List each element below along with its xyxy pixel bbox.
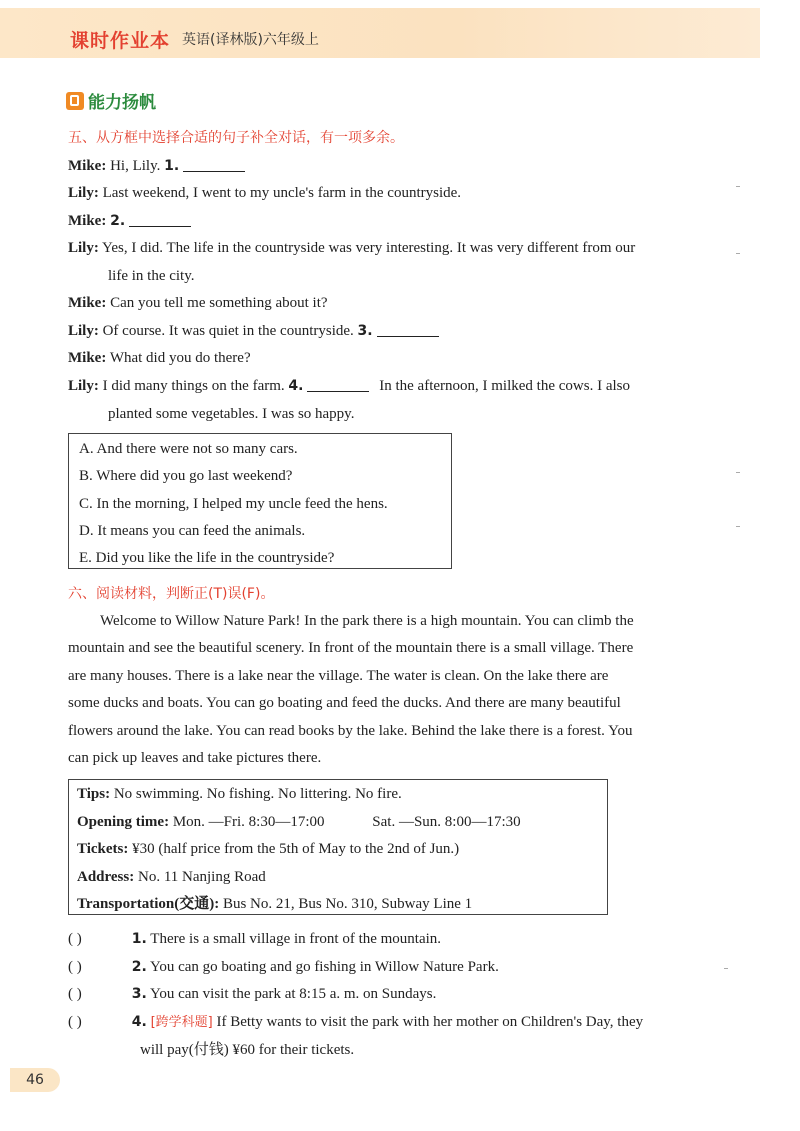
item-number: 3. bbox=[131, 986, 147, 1002]
opening-weekend: Sat. —Sun. 8:00—17:30 bbox=[372, 814, 521, 830]
address-text: No. 11 Nanjing Road bbox=[137, 869, 266, 885]
tf-item bbox=[68, 957, 499, 977]
answer-paren[interactable]: ( ) bbox=[68, 931, 82, 947]
answer-blank[interactable] bbox=[377, 322, 439, 337]
book-title: 课时作业本 bbox=[70, 30, 171, 52]
dialogue-text: Can you tell me something about it? bbox=[110, 295, 328, 311]
q6-instruction: 六、阅读材料，判断正(T)误(F)。 bbox=[68, 586, 275, 602]
passage-line: mountain and see the beautiful scenery. In front of the mountain there is a small village. There bbox=[68, 640, 634, 656]
speaker: Mike: bbox=[68, 213, 107, 229]
speaker: Mike: bbox=[68, 350, 107, 366]
opening-label: Opening time: bbox=[77, 814, 170, 830]
speaker: Lily: bbox=[68, 185, 99, 201]
options-box bbox=[68, 433, 452, 569]
header-bar bbox=[0, 8, 760, 58]
item-number: 4. bbox=[131, 1014, 147, 1030]
dialogue-text: In the afternoon, I milked the cows. I also bbox=[379, 378, 630, 394]
option-item: E. Did you like the life in the countryside? bbox=[79, 550, 335, 566]
opening-row bbox=[77, 812, 521, 832]
scan-mark bbox=[724, 968, 728, 969]
blank-number: 3. bbox=[357, 323, 373, 339]
park-info-box bbox=[68, 779, 608, 915]
passage-line: are many houses. There is a lake near the village. The water is clean. On the lake there are bbox=[68, 668, 609, 684]
scan-mark bbox=[736, 186, 740, 187]
tickets-row bbox=[77, 839, 459, 859]
blank-number: 2. bbox=[110, 213, 126, 229]
answer-paren[interactable]: ( ) bbox=[68, 1014, 82, 1030]
speaker: Lily: bbox=[68, 240, 99, 256]
dialogue-text: Hi, Lily. bbox=[110, 158, 161, 174]
dialogue-text: Of course. It was quiet in the countryside. bbox=[102, 323, 354, 339]
dialogue-text: planted some vegetables. I was so happy. bbox=[108, 406, 355, 422]
dialogue-line bbox=[68, 376, 630, 396]
opening-weekday: Mon. —Fri. 8:30—17:00 bbox=[172, 814, 325, 830]
answer-paren[interactable]: ( ) bbox=[68, 959, 82, 975]
tickets-text: ¥30 (half price from the 5th of May to the 2nd of Jun.) bbox=[132, 841, 460, 857]
passage-line: some ducks and boats. You can go boating and feed the ducks. And there are many beautiful bbox=[68, 695, 621, 711]
item-text: If Betty wants to visit the park with her mother on Children's Day, they bbox=[216, 1014, 644, 1030]
dialogue-line bbox=[68, 211, 191, 231]
transport-text: Bus No. 21, Bus No. 310, Subway Line 1 bbox=[222, 896, 473, 912]
option-item: A. And there were not so many cars. bbox=[79, 441, 298, 457]
item-number: 2. bbox=[131, 959, 147, 975]
passage-line: flowers around the lake. You can read books by the lake. Behind the lake there is a forest. You bbox=[68, 723, 633, 739]
transport-row bbox=[77, 894, 472, 914]
book-subtitle: 英语(译林版)六年级上 bbox=[182, 32, 319, 48]
dialogue-line bbox=[68, 183, 461, 203]
item-text: You can go boating and go fishing in Willow Nature Park. bbox=[150, 959, 499, 975]
tf-item-continuation: will pay(付钱) ¥60 for their tickets. bbox=[140, 1042, 355, 1058]
option-item: C. In the morning, I helped my uncle feed the hens. bbox=[79, 496, 388, 512]
tf-item bbox=[68, 984, 436, 1004]
option-item: B. Where did you go last weekend? bbox=[79, 468, 293, 484]
address-label: Address: bbox=[77, 869, 135, 885]
tickets-label: Tickets: bbox=[77, 841, 129, 857]
address-row bbox=[77, 867, 266, 887]
dialogue-text: What did you do there? bbox=[109, 350, 251, 366]
book-icon bbox=[66, 92, 84, 110]
dialogue-line bbox=[108, 266, 195, 286]
answer-blank[interactable] bbox=[307, 377, 369, 392]
answer-blank[interactable] bbox=[129, 212, 191, 227]
speaker: Lily: bbox=[68, 378, 99, 394]
item-number: 1. bbox=[131, 931, 147, 947]
speaker: Lily: bbox=[68, 323, 99, 339]
speaker: Mike: bbox=[68, 295, 107, 311]
passage-line: can pick up leaves and take pictures there. bbox=[68, 750, 322, 766]
tf-item bbox=[68, 1012, 643, 1033]
tips-text: No swimming. No fishing. No littering. No fire. bbox=[113, 786, 402, 802]
dialogue-line bbox=[68, 348, 251, 368]
dialogue-text: Yes, I did. The life in the countryside was very interesting. It was very different from our bbox=[102, 240, 636, 256]
tips-label: Tips: bbox=[77, 786, 111, 802]
page-number: 46 bbox=[10, 1068, 60, 1092]
answer-paren[interactable]: ( ) bbox=[68, 986, 82, 1002]
dialogue-line bbox=[68, 238, 635, 258]
option-item: D. It means you can feed the animals. bbox=[79, 523, 306, 539]
dialogue-line bbox=[108, 404, 354, 424]
blank-number: 4. bbox=[288, 378, 304, 394]
tips-row bbox=[77, 784, 402, 804]
dialogue-text: I did many things on the farm. bbox=[102, 378, 285, 394]
scan-mark bbox=[736, 472, 740, 473]
section-header bbox=[66, 88, 156, 113]
dialogue-text: life in the city. bbox=[108, 268, 195, 284]
dialogue-line bbox=[68, 156, 245, 176]
answer-blank[interactable] bbox=[183, 157, 245, 172]
dialogue-line bbox=[68, 293, 328, 313]
dialogue-line bbox=[68, 321, 439, 341]
transport-label: Transportation(交通): bbox=[77, 896, 220, 912]
tf-item bbox=[68, 929, 441, 949]
q5-instruction: 五、从方框中选择合适的句子补全对话，有一项多余。 bbox=[68, 130, 404, 146]
passage-line: Welcome to Willow Nature Park! In the park there is a high mountain. You can climb the bbox=[100, 613, 634, 629]
section-title: 能力扬帆 bbox=[88, 93, 156, 113]
item-text: You can visit the park at 8:15 a. m. on Sundays. bbox=[150, 986, 437, 1002]
cross-subject-tag: [跨学科题] bbox=[150, 1015, 213, 1030]
scan-mark bbox=[736, 253, 740, 254]
item-text: There is a small village in front of the mountain. bbox=[150, 931, 442, 947]
dialogue-text: Last weekend, I went to my uncle's farm in the countryside. bbox=[102, 185, 462, 201]
speaker: Mike: bbox=[68, 158, 107, 174]
blank-number: 1. bbox=[164, 158, 180, 174]
scan-mark bbox=[736, 526, 740, 527]
